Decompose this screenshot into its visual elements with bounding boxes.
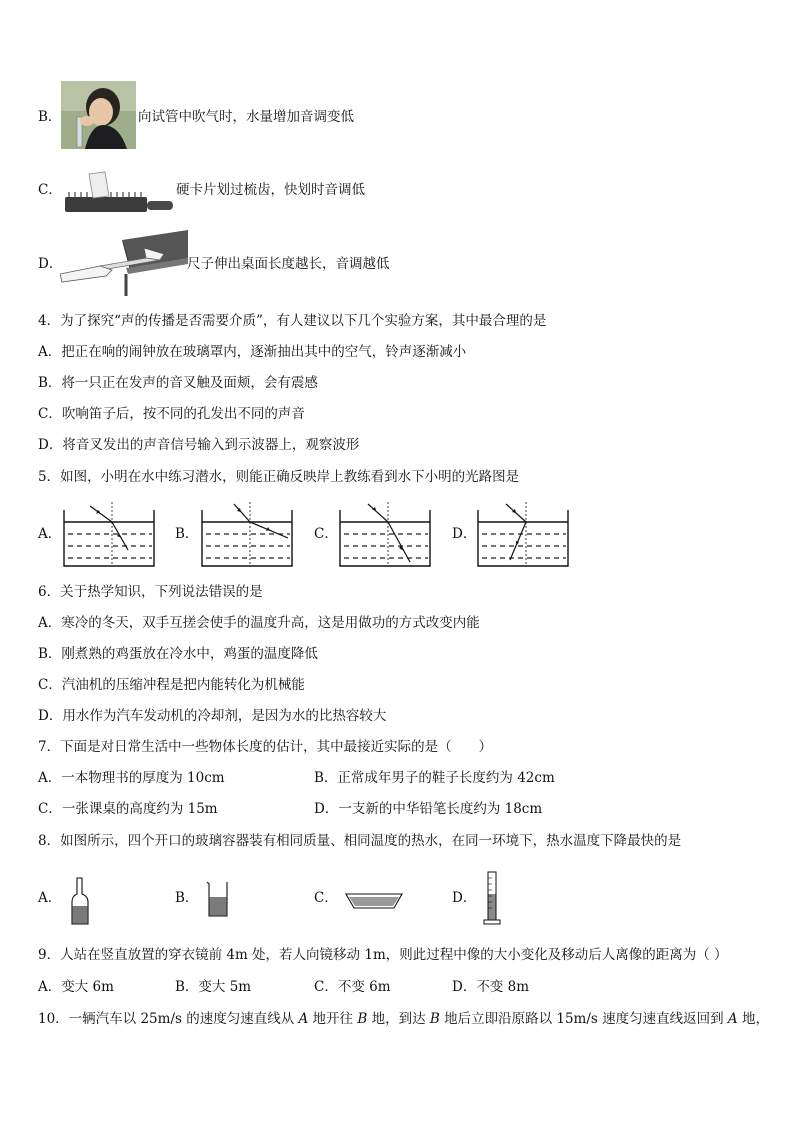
q10-stem [38, 1010, 769, 1028]
q6-option-d: D．用水作为汽车发动机的冷却剂，是因为水的比热容较大 [38, 708, 387, 724]
q5-stem: 5．如图，小明在水中练习潜水，则能正确反映岸上教练看到水下小明的光路图是 [38, 469, 520, 485]
q6-option-b: B．刚煮熟的鸡蛋放在冷水中，鸡蛋的温度降低 [38, 646, 318, 662]
q5-diagram-c [338, 500, 432, 568]
q6-option-a: A．寒冷的冬天，双手互搓会使手的温度升高，这是用做功的方式改变内能 [38, 615, 480, 631]
q7-option-b: B．正常成年男子的鞋子长度约为 42cm [314, 770, 555, 786]
q4-option-d: D．将音叉发出的声音信号输入到示波器上，观察波形 [38, 437, 360, 453]
q8-label-b: B． [175, 890, 199, 906]
q7-option-d: D．一支新的中华铅笔长度约为 18cm [314, 801, 543, 817]
q4-option-a: A．把正在响的闹钟放在玻璃罩内，逐渐抽出其中的空气，铃声逐渐减小 [38, 344, 467, 360]
q8-stem: 8．如图所示，四个开口的玻璃容器装有相同质量、相同温度的热水，在同一环境下，热水温度下降最快的是 [38, 833, 682, 849]
q9-stem: 9．人站在竖直放置的穿衣镜前 4m 处，若人向镜移动 1m，则此过程中像的大小变化及移动后人离像的距离为（ ） [38, 947, 728, 963]
q9-option-d: D．不变 8m [452, 979, 530, 995]
q5-label-a: A． [38, 526, 62, 542]
q5-diagram-a [62, 500, 156, 568]
beaker-container [206, 880, 230, 918]
q9-option-c: C．不变 6m [314, 979, 391, 995]
q10-text-4: 地后立即沿原路以 15m/s 速度匀速直线返回到 [439, 1011, 728, 1027]
q5-label-c: C． [314, 526, 338, 542]
q10-text-5: 地， [737, 1011, 769, 1027]
q5-label-d: D． [452, 526, 477, 542]
q10-point-b: B [357, 1011, 368, 1027]
q6-option-c: C．汽油机的压缩冲程是把内能转化为机械能 [38, 677, 305, 693]
q8-label-d: D． [452, 890, 477, 906]
q10-text-2: 地开往 [308, 1011, 358, 1027]
q5-label-b: B． [175, 526, 199, 542]
q5-diagram-d [476, 500, 570, 568]
q10-text-1: 10．一辆汽车以 25m/s 的速度匀速直线从 [38, 1011, 299, 1027]
q4-option-b: B．将一只正在发声的音叉触及面颊，会有震感 [38, 375, 318, 391]
q4-option-c: C．吹响笛子后，按不同的孔发出不同的声音 [38, 406, 305, 422]
q10-point-a: A [298, 1011, 309, 1027]
q3-option-d-text: 尺子伸出桌面长度越长，音调越低 [187, 256, 390, 272]
q8-label-c: C． [314, 890, 338, 906]
q6-stem: 6．关于热学知识，下列说法错误的是 [38, 584, 263, 600]
q3-option-b-text: 向试管中吹气时，水量增加音调变低 [138, 109, 354, 125]
q3-option-d-label: D． [38, 256, 63, 272]
narrow-bottle-container [68, 876, 92, 926]
ruler-on-desk-figure [60, 230, 188, 296]
q7-stem: 7．下面是对日常生活中一些物体长度的估计，其中最接近实际的是（ ） [38, 739, 493, 755]
card-and-comb-figure [63, 170, 175, 218]
graduated-cylinder-container [483, 870, 501, 926]
q7-option-c: C．一张课桌的高度约为 15m [38, 801, 218, 817]
q8-label-a: A． [38, 890, 62, 906]
q7-option-a: A．一本物理书的厚度为 10cm [38, 770, 225, 786]
girl-blowing-test-tube-photo [61, 81, 136, 149]
q10-point-a-2: A [727, 1011, 738, 1027]
shallow-dish-container [344, 890, 404, 912]
q3-option-c-text: 硬卡片划过梳齿，快划时音调低 [176, 182, 365, 198]
q4-stem: 4．为了探究“声的传播是否需要介质”，有人建议以下几个实验方案，其中最合理的是 [38, 313, 547, 329]
q5-diagram-b [200, 500, 294, 568]
q3-option-c-label: C． [38, 182, 62, 198]
q10-text-3: 地，到达 [367, 1011, 430, 1027]
q9-option-a: A．变大 6m [38, 979, 114, 995]
q9-option-b: B．变大 5m [175, 979, 252, 995]
q3-option-b-label: B． [38, 109, 62, 125]
q10-point-b-2: B [429, 1011, 440, 1027]
